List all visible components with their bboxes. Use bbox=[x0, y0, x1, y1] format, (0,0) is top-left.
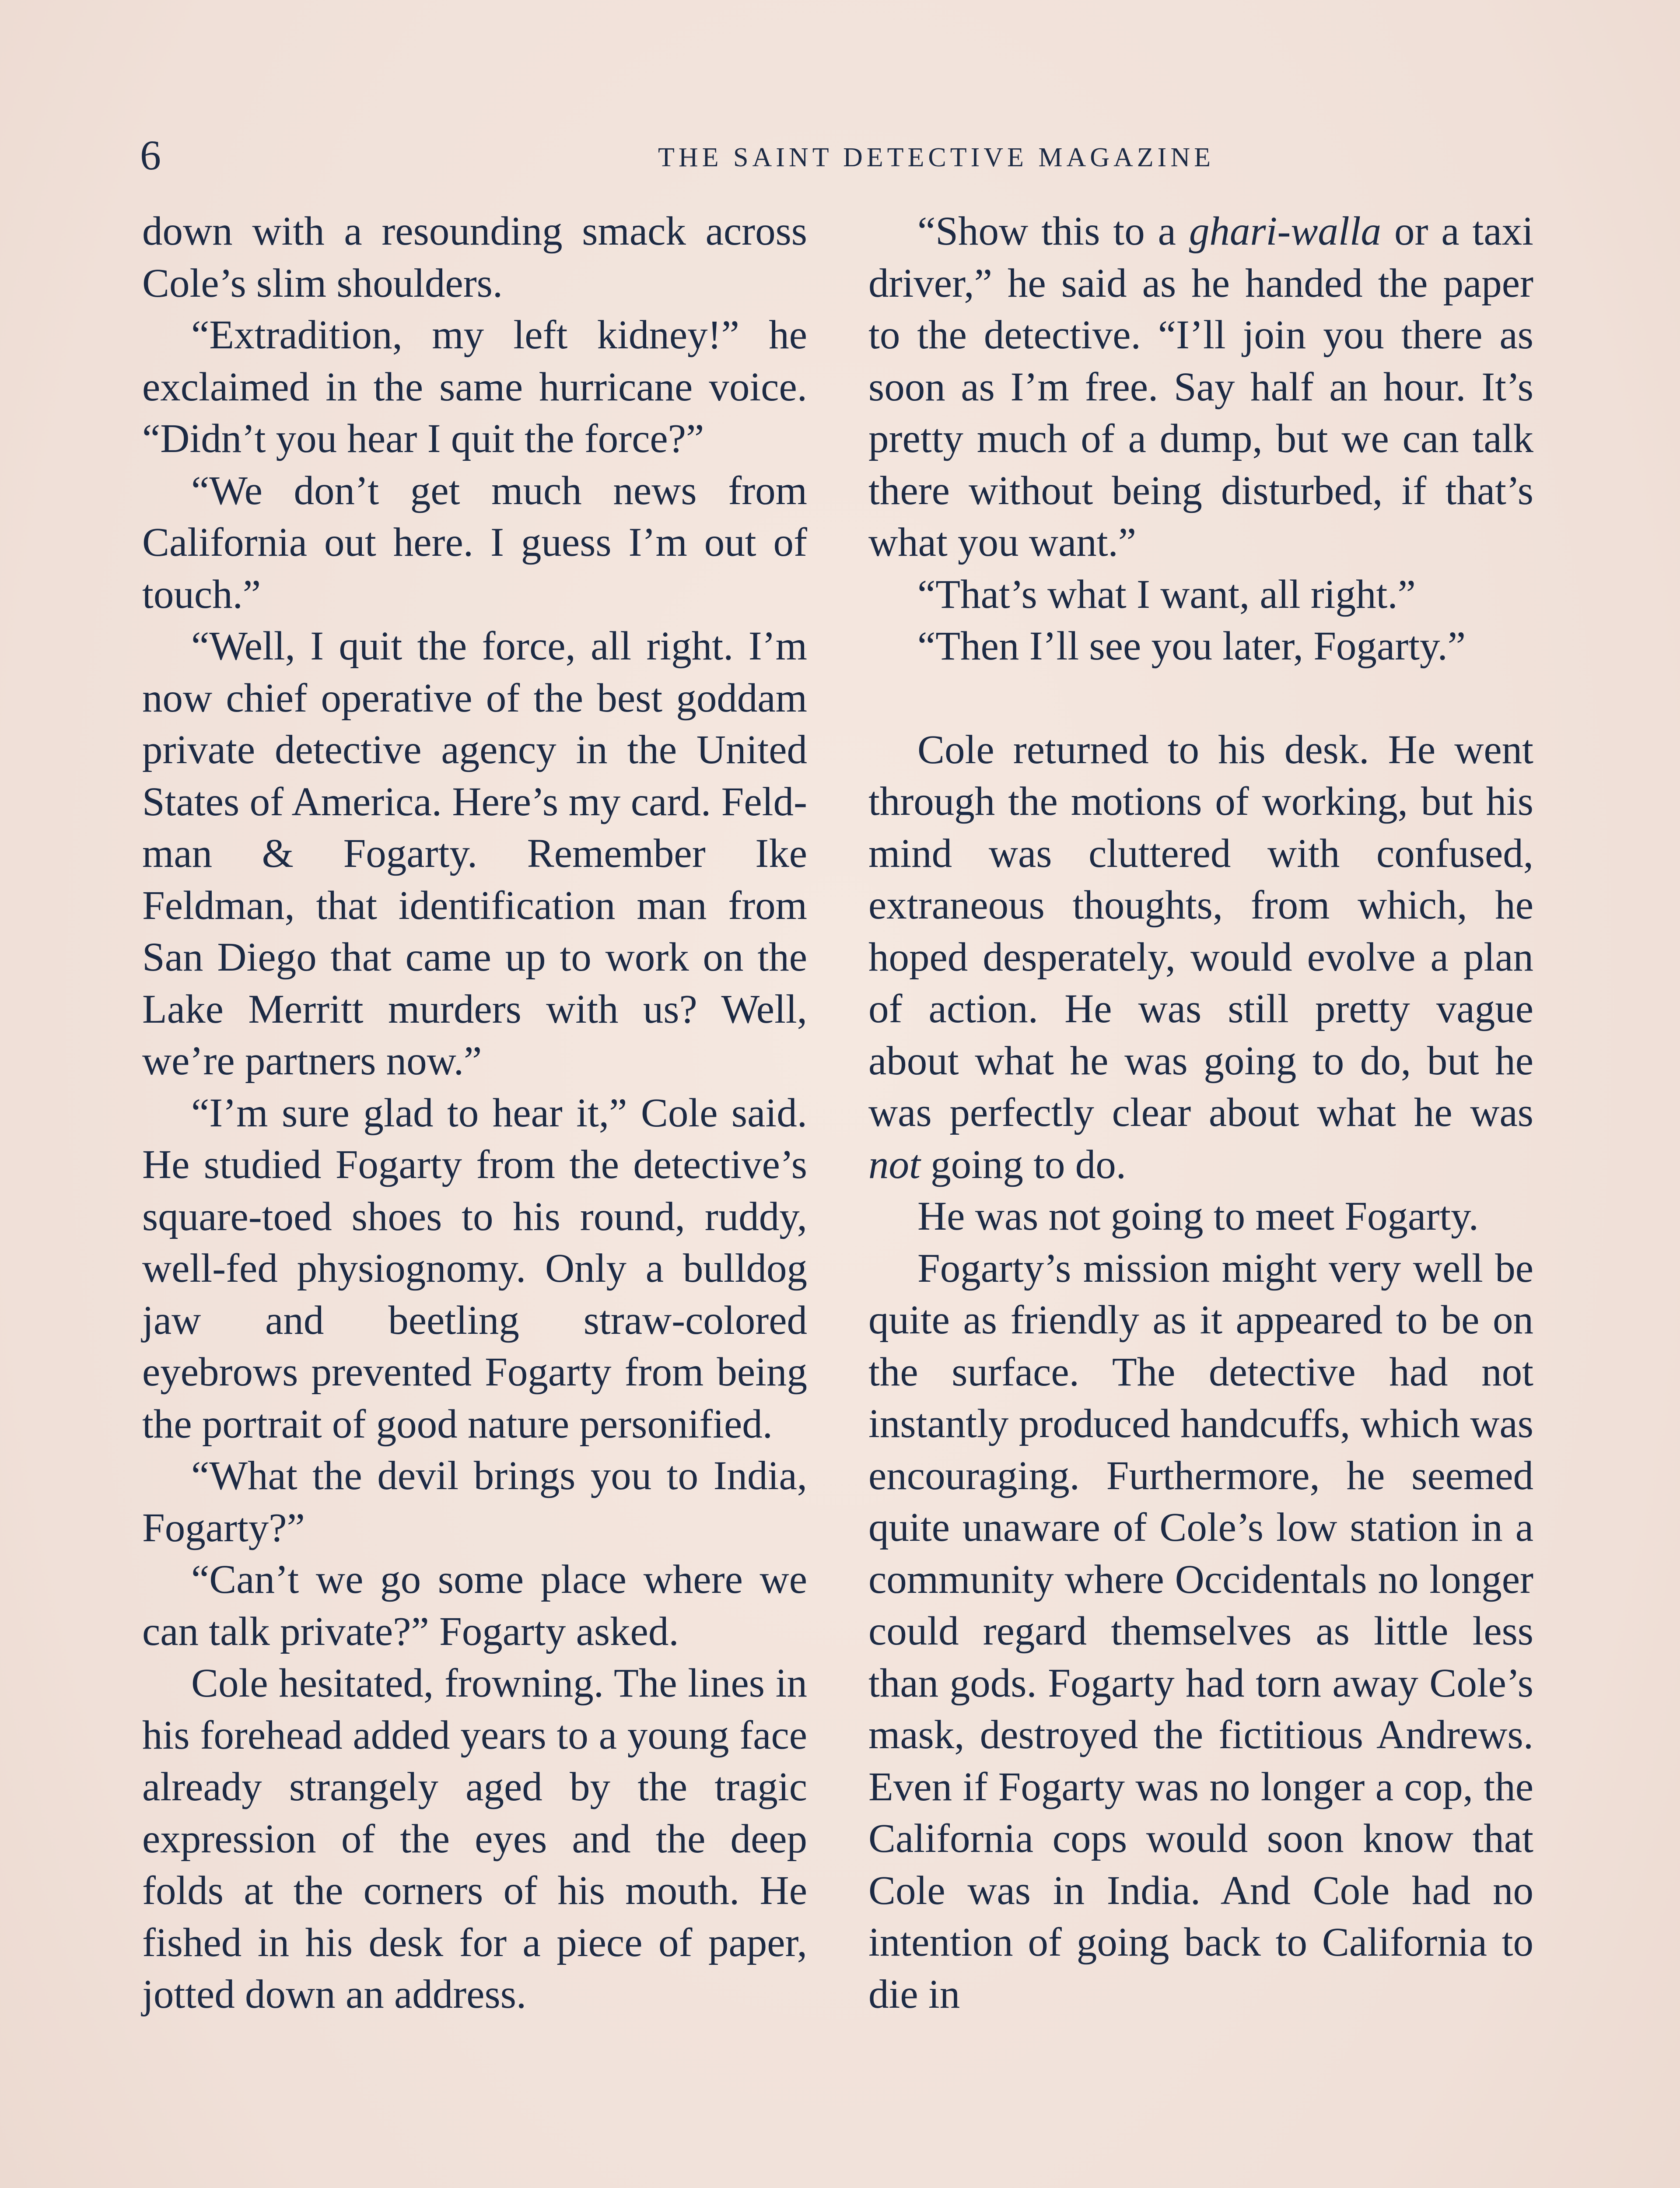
page-number: 6 bbox=[140, 132, 161, 179]
paragraph: “What the devil brings you to India, Fogarty?” bbox=[142, 1453, 807, 1550]
paragraph: down with a resounding smack across Cole’s slim shoulders. bbox=[142, 209, 807, 306]
left-column bbox=[142, 206, 807, 2021]
paragraph: “That’s what I want, all right.” bbox=[917, 572, 1416, 617]
paragraph: Cole returned to his desk. He went through the motions of working, but his mind was cluttered with confused, extraneous thoughts, from which, he hoped desperately, would evolve a plan of action. He was still pretty vague about what he was going to do, but he was perfectly clear about what he was not going to do. bbox=[868, 727, 1533, 1187]
paragraph: He was not going to meet Fogarty. bbox=[917, 1194, 1479, 1239]
page-header bbox=[140, 131, 1540, 179]
paragraph: “Extradition, my left kidney!” he exclaimed in the same hurricane voice. “Didn’t you hear I quit the force?” bbox=[142, 312, 807, 461]
paragraph: “Can’t we go some place where we can talk private?” Fogarty asked. bbox=[142, 1557, 807, 1654]
emphasis: not bbox=[868, 1142, 931, 1187]
paragraph: “Show this to a ghari-walla or a taxi driver,” he said as he handed the paper to the detective. “I’ll join you there as soon as I’m free. Say half an hour. It’s pretty much of a dump, but we can talk there without being disturbed, if that’s what you want.” bbox=[868, 209, 1534, 565]
paragraph: Cole hesitated, frowning. The lines in his forehead added years to a young face already strangely aged by the tragic expression of the eyes and the deep folds at the corners of his mouth. He fished in his desk for a piece of paper, jotted down an address. bbox=[142, 1661, 807, 2017]
running-title: THE SAINT DETECTIVE MAGAZINE bbox=[658, 143, 1214, 172]
paragraph: Fogarty’s mission might very well be quite as friendly as it appeared to be on the surface. The detective had not instantly produced handcuffs, which was encouraging. Furthermore, he seemed quite unaware of Cole’s low station in a community where Occidentals no longer could regard themselves as little less than gods. Fogarty had torn away Cole’s mask, destroyed the fictitious Andrews. Even if Fogarty was no longer a cop, the California cops would soon know that Cole was in India. And Cole had no intention of going back to California to die in bbox=[868, 1245, 1533, 2017]
paragraph: “We don’t get much news from California out here. I guess I’m out of touch.” bbox=[142, 468, 807, 617]
paragraph: “I’m sure glad to hear it,” Cole said. He studied Fogarty from the detective’s square-toed shoes to his round, ruddy, well-fed physiognomy. Only a bulldog jaw and beetling straw-colored eyebrows prevented Fogarty from being the portrait of good nature personified. bbox=[142, 1090, 807, 1447]
right-column bbox=[868, 206, 1533, 2020]
section-break bbox=[868, 673, 1533, 724]
paragraph: “Well, I quit the force, all right. I’m now chief operative of the best goddam private detective agency in the United States of America. Here’s my card. Feldman & Fogarty. Remember Ike Feldman, that identification man from San Diego that came up to work on the Lake Merritt murders with us? Well, we’re partners now.” bbox=[142, 624, 807, 1083]
emphasis: ghari-walla bbox=[1189, 209, 1382, 254]
paragraph: “Then I’ll see you later, Fogarty.” bbox=[917, 624, 1466, 669]
